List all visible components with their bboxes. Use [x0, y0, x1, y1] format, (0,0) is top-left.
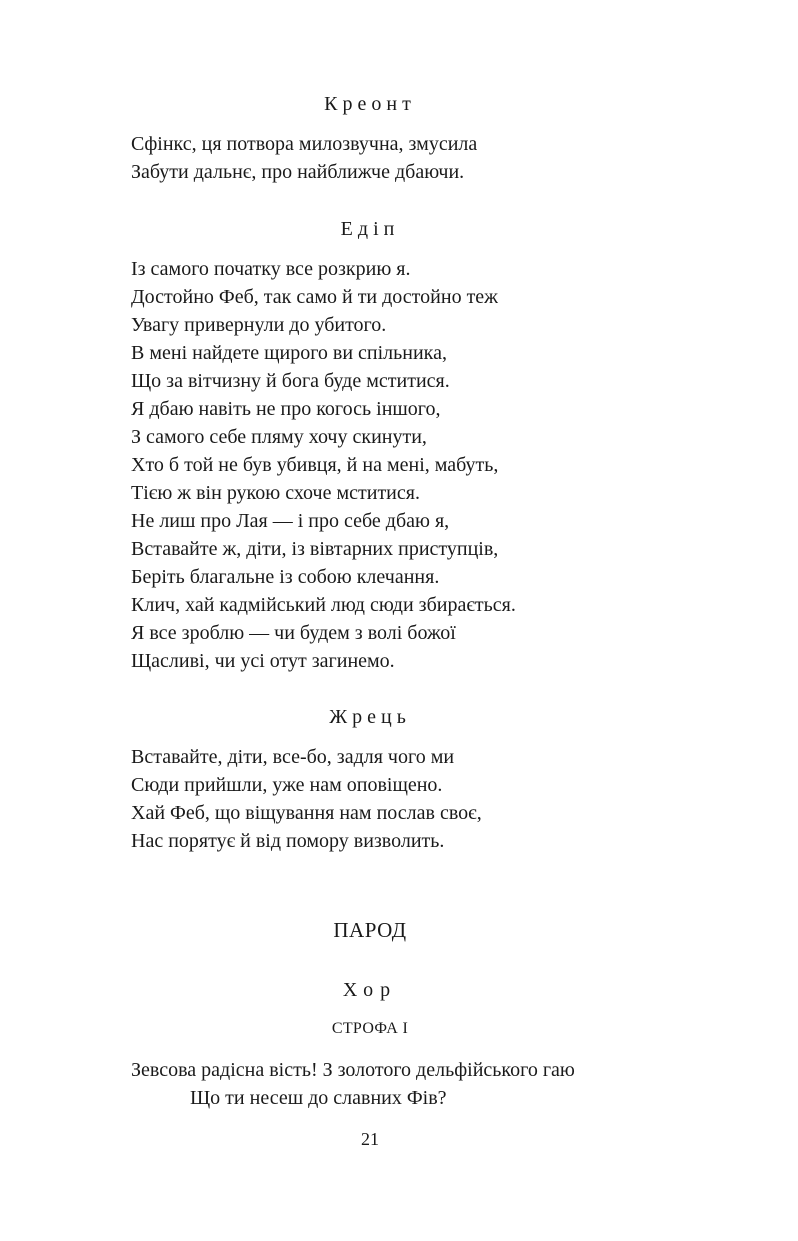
verse-line: Нас порятує й від помору визволить. — [131, 830, 445, 852]
verse-line: Беріть благальне із собою клечання. — [131, 566, 440, 588]
verse-line: В мені найдете щирого ви спільника, — [131, 342, 447, 364]
verse-line: Зевсова радісна вість! З золотого дельфійського гаю — [131, 1059, 575, 1081]
verse-line: Щасливі, чи усі отут загинемо. — [131, 650, 395, 672]
speaker-kreont: Креонт — [324, 93, 416, 115]
verse-line: Хай Феб, що віщування нам послав своє, — [131, 802, 482, 824]
page-number: 21 — [361, 1129, 379, 1149]
verse-kreont — [131, 130, 477, 186]
verse-line: Я дбаю навіть не про когось іншого, — [131, 398, 441, 420]
verse-line: Тією ж він рукою схоче мститися. — [131, 482, 420, 504]
verse-line: Забути дальнє, про найближче дбаючи. — [131, 161, 465, 183]
speaker-edip: Едіп — [340, 218, 400, 240]
verse-line: Сфінкс, ця потвора милозвучна, змусила — [131, 133, 478, 155]
verse-edip — [131, 255, 516, 675]
section-title: ПАРОД — [333, 918, 407, 942]
verse-line: Увагу привернули до убитого. — [131, 314, 387, 336]
strofa-label: СТРОФА І — [331, 1020, 409, 1037]
verse-line: Я все зроблю — чи будем з волі божої — [131, 622, 456, 644]
verse-line: Клич, хай кадмійський люд сюди збирається. — [131, 594, 516, 616]
verse-line: Достойно Феб, так само й ти достойно теж — [131, 286, 499, 308]
verse-line: Не лиш про Лая — і про себе дбаю я, — [131, 510, 450, 532]
verse-zhrets — [131, 743, 482, 855]
verse-line: Сюди прийшли, уже нам оповіщено. — [131, 774, 443, 796]
verse-line: Хто б той не був убивця, й на мені, мабуть, — [131, 454, 499, 476]
speaker-chorus: Хор — [342, 979, 398, 1001]
speaker-zhrets: Жрець — [329, 706, 411, 728]
verse-line: Вставайте ж, діти, із вівтарних приступців, — [131, 538, 499, 560]
verse-line: Що за вітчизну й бога буде мститися. — [131, 370, 450, 392]
verse-line: З самого себе пляму хочу скинути, — [131, 426, 427, 448]
verse-strofa — [131, 1056, 575, 1112]
verse-line-indented: Що ти несеш до славних Фів? — [190, 1087, 447, 1109]
verse-line: Із самого початку все розкрию я. — [131, 258, 411, 280]
verse-line: Вставайте, діти, все-бо, задля чого ми — [131, 746, 455, 768]
